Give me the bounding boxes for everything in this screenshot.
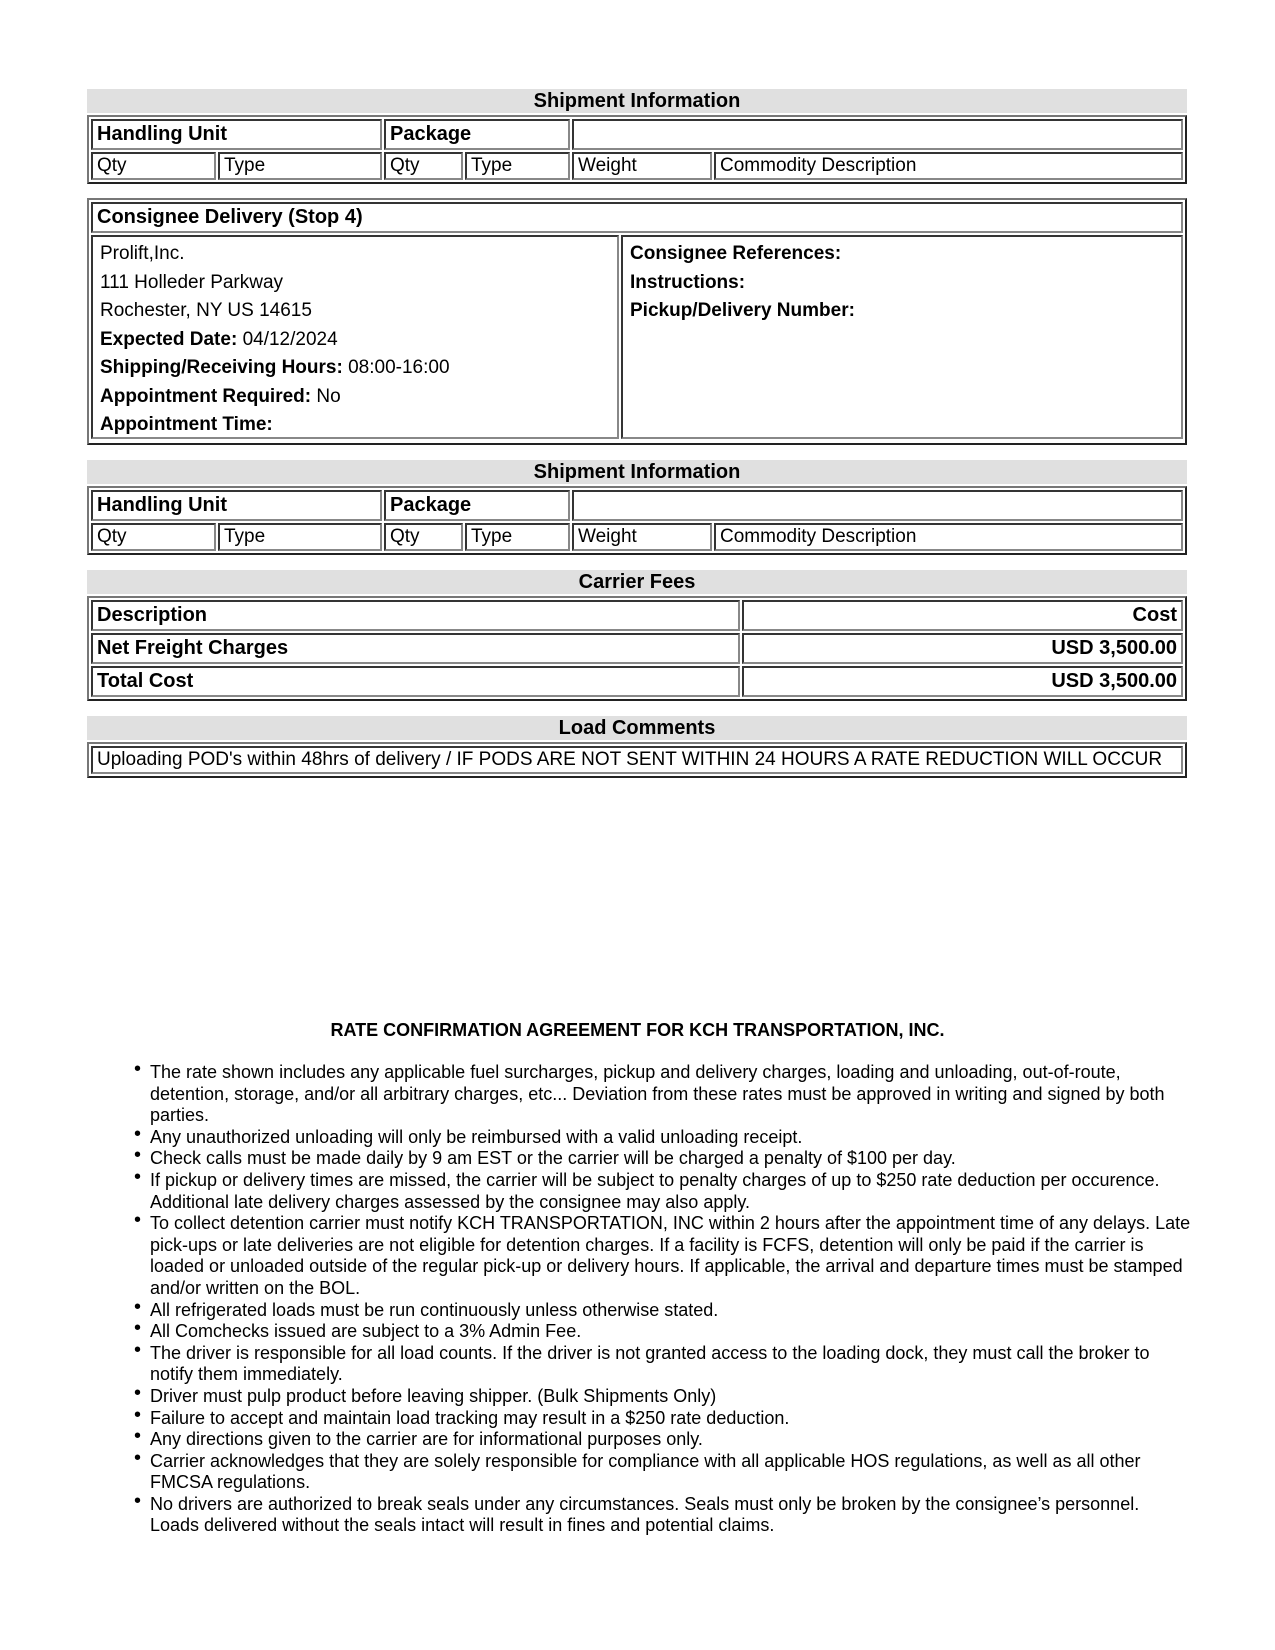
col-type: Type (218, 152, 382, 180)
term-item: • To collect detention carrier must notify KCH TRANSPORTATION, INC within 2 hours after the appointment time of any delays. Late pick-ups or late deliveries are not eligible for detention charges. If a facility is FCFS, detention will only be paid if the carrier is loaded or unloaded outside of the regular pick-up or delivery hours. If applicable, the arrival and departure times must be stamped and/or written on the BOL. (132, 1213, 1192, 1299)
term-item: • Check calls must be made daily by 9 am EST or the carrier will be charged a penalty of $100 per day. (132, 1148, 1192, 1170)
appointment-time (100, 411, 610, 439)
fee-row (90, 632, 1184, 665)
appt-required-value: No (316, 385, 341, 407)
load-comments-title: Load Comments (87, 716, 1187, 740)
term-item: • If pickup or delivery times are missed, the carrier will be subject to penalty charges of up to $250 rate deduction per occurence. Additional late delivery charges assessed by the consignee may also apply. (132, 1170, 1192, 1213)
term-item: • Any unauthorized unloading will only be reimbursed with a valid unloading receipt. (132, 1127, 1192, 1149)
col-qty: Qty (91, 152, 216, 180)
fees-cost-header: Cost (742, 600, 1183, 631)
consignee-address1: 111 Holleder Parkway (100, 271, 284, 293)
shipment-info-table-2 (87, 486, 1187, 555)
fee-value: USD 3,500.00 (742, 666, 1183, 697)
term-item: • Carrier acknowledges that they are solely responsible for compliance with all applicable HOS regulations, as well as all other FMCSA regulations. (132, 1451, 1192, 1494)
col-pkg-qty: Qty (384, 152, 463, 180)
fee-label: Net Freight Charges (91, 633, 740, 664)
col-weight: Weight (572, 152, 712, 180)
col-weight: Weight (572, 523, 712, 551)
consignee-references-block (621, 235, 1183, 439)
consignee-address-block (91, 235, 619, 439)
shipment-info-table (87, 115, 1187, 184)
expected-date (100, 326, 610, 355)
agreement-terms-list (132, 1062, 1192, 1537)
fee-value: USD 3,500.00 (742, 633, 1183, 664)
instructions-label: Instructions: (630, 271, 746, 293)
references-label: Consignee References: (630, 243, 842, 264)
hours-value: 08:00-16:00 (348, 357, 450, 378)
handling-unit-header: Handling Unit (91, 119, 382, 150)
term-item: • Any directions given to the carrier are for informational purposes only. (132, 1429, 1192, 1451)
consignee-table (87, 198, 1187, 445)
load-comments-table (87, 742, 1187, 778)
fees-description-header: Description (91, 600, 740, 631)
blank-header (572, 490, 1183, 521)
handling-unit-header: Handling Unit (91, 490, 382, 521)
term-item: • The driver is responsible for all load counts. If the driver is not granted access to the loading dock, they must call the broker to notify them immediately. (132, 1343, 1192, 1386)
package-header: Package (384, 119, 570, 150)
consignee-name: Prolift,Inc. (100, 243, 185, 264)
hours-label: Shipping/Receiving Hours: (100, 357, 343, 378)
receiving-hours (100, 354, 610, 383)
term-item: • No drivers are authorized to break seals under any circumstances. Seals must only be broken by the consignee’s personnel. Loads delivered without the seals intact will result in fines and potential claims. (132, 1494, 1192, 1537)
col-pkg-type: Type (465, 523, 570, 551)
consignee-title: Consignee Delivery (Stop 4) (91, 202, 1183, 233)
expected-date-label: Expected Date: (100, 328, 238, 350)
term-item: • The rate shown includes any applicable fuel surcharges, pickup and delivery charges, loading and unloading, out-of-route, detention, storage, and/or all arbitrary charges, etc... Deviation from these rates must be approved in writing and signed by both parties. (132, 1062, 1192, 1127)
package-header: Package (384, 490, 570, 521)
col-commodity: Commodity Description (714, 152, 1183, 180)
term-item: • Failure to accept and maintain load tracking may result in a $250 rate deduction. (132, 1408, 1192, 1430)
term-item: • Driver must pulp product before leaving shipper. (Bulk Shipments Only) (132, 1386, 1192, 1408)
term-item: • All refrigerated loads must be run continuously unless otherwise stated. (132, 1300, 1192, 1322)
col-type: Type (218, 523, 382, 551)
shipment-info-title-2: Shipment Information (87, 460, 1187, 484)
carrier-fees-title: Carrier Fees (87, 570, 1187, 594)
carrier-fees-table (87, 596, 1187, 701)
appointment-required (100, 383, 610, 412)
agreement-title: RATE CONFIRMATION AGREEMENT FOR KCH TRANSPORTATION, INC. (330, 1020, 945, 1040)
fee-row (90, 665, 1184, 698)
term-item: • All Comchecks issued are subject to a 3% Admin Fee. (132, 1321, 1192, 1343)
col-qty: Qty (91, 523, 216, 551)
shipment-info-title: Shipment Information (87, 89, 1187, 113)
fee-label: Total Cost (91, 666, 740, 697)
col-commodity: Commodity Description (714, 523, 1183, 551)
col-pkg-type: Type (465, 152, 570, 180)
blank-header (572, 119, 1183, 150)
consignee-address2: Rochester, NY US 14615 (100, 300, 312, 321)
load-comment-text: Uploading POD's within 48hrs of delivery / IF PODS ARE NOT SENT WITHIN 24 HOURS A RATE REDUCTION WILL OCCUR (91, 746, 1183, 774)
appt-time-label: Appointment Time: (100, 414, 273, 435)
appt-required-label: Appointment Required: (100, 385, 312, 407)
pickup-number-label: Pickup/Delivery Number: (630, 300, 855, 321)
col-pkg-qty: Qty (384, 523, 463, 551)
expected-date-value: 04/12/2024 (242, 328, 338, 350)
